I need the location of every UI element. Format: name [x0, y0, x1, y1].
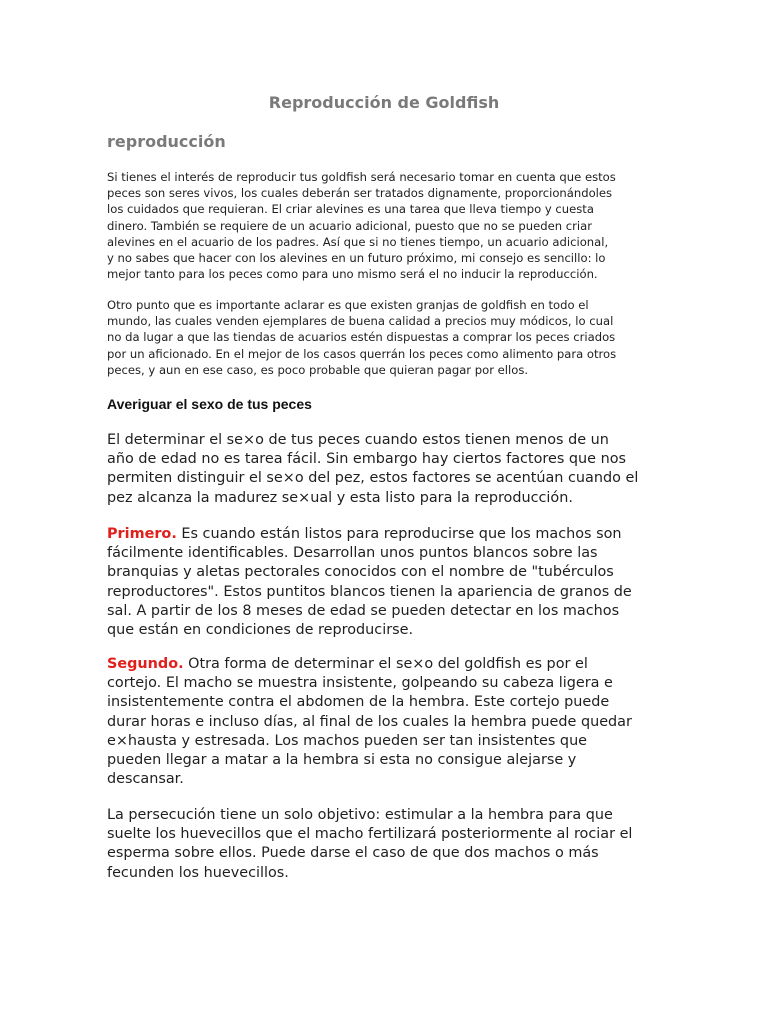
sexing-intro-paragraph [107, 431, 687, 508]
text-line: peces son seres vivos, los cuales deberán ser tratados dignamente, proporcionándoles [107, 186, 613, 201]
text-line: mundo, las cuales venden ejemplares de buena calidad a precios muy módicos, lo cual [107, 314, 614, 329]
lead-label-segundo: Segundo. [107, 656, 184, 672]
text-line: esperma sobre ellos. Puede darse el caso de que dos machos o más [107, 845, 599, 862]
section-subtitle: reproducción [107, 132, 226, 151]
lead-label-primero: Primero. [107, 526, 177, 542]
second-method-paragraph [107, 655, 687, 789]
pursuit-paragraph [107, 806, 687, 883]
text-line: por un aficionado. En el mejor de los casos querrán los peces como alimento para otros [107, 346, 617, 361]
text-line: mejor tanto para los peces como para uno mismo será el no inducir la reproducción. [107, 267, 598, 282]
section-heading: Averiguar el sexo de tus peces [107, 396, 312, 412]
text-line: y no sabes que hacer con los alevines en un futuro próximo, mi consejo es sencillo: lo [107, 251, 606, 266]
text-line: descansar. [107, 771, 184, 788]
text-line: permiten distinguir el se×o del pez, estos factores se acentúan cuando el [107, 470, 639, 487]
text-line: que están en condiciones de reproducirse. [107, 622, 414, 639]
text-line: fácilmente identificables. Desarrollan unos puntos blancos sobre las [107, 545, 598, 562]
text-run: Otra forma de determinar el se×o del goldfish es por el [183, 656, 588, 672]
text-line: dinero. También se requiere de un acuario adicional, puesto que no se pueden criar [107, 218, 593, 233]
text-line: Otro punto que es importante aclarar es que existen granjas de goldfish en todo el [107, 298, 589, 312]
farms-paragraph [107, 297, 667, 378]
text-line: e×hausta y estresada. Los machos pueden ser tan insistentes que [107, 732, 588, 749]
text-line: branquias y aletas pectorales conocidos con el nombre de "tubérculos [107, 564, 614, 581]
text-line: suelte los huevecillos que el macho fertilizará posteriormente al rociar el [107, 826, 633, 843]
text-line: durar horas e incluso días, al final de los cuales la hembra puede quedar [107, 713, 632, 730]
text-line [107, 655, 687, 674]
text-line [107, 525, 687, 544]
text-line: año de edad no es tarea fácil. Sin embargo hay ciertos factores que nos [107, 451, 627, 468]
text-line: reproductores". Estos puntitos blancos tienen la apariencia de granos de [107, 583, 632, 600]
text-line: no da lugar a que las tiendas de acuarios estén dispuestas a comprar los peces criados [107, 330, 616, 345]
page-title: Reproducción de Goldfish [268, 93, 500, 112]
text-line: pez alcanza la madurez se×ual y esta listo para la reproducción. [107, 489, 573, 506]
text-line: alevines en el acuario de los padres. Así que si no tienes tiempo, un acuario adicional, [107, 234, 609, 249]
text-line: El determinar el se×o de tus peces cuando estos tienen menos de un [107, 432, 609, 448]
text-line: La persecución tiene un solo objetivo: estimular a la hembra para que [107, 807, 613, 823]
text-line: fecunden los huevecillos. [107, 864, 289, 881]
text-run: Es cuando están listos para reproducirse que los machos son [176, 526, 622, 542]
text-line: Si tienes el interés de reproducir tus goldfish será necesario tomar en cuenta que estos [107, 170, 616, 184]
text-line: los cuidados que requieran. El criar alevines es una tarea que lleva tiempo y cuesta [107, 202, 594, 217]
first-method-paragraph [107, 525, 687, 640]
text-line: insistentemente contra el abdomen de la hembra. Este cortejo puede [107, 694, 610, 711]
text-line: peces, y aun en ese caso, es poco probable que quieran pagar por ellos. [107, 362, 529, 377]
text-line: pueden llegar a matar a la hembra si esta no consigue alejarse y [107, 752, 577, 769]
text-line: sal. A partir de los 8 meses de edad se pueden detectar en los machos [107, 602, 620, 619]
intro-paragraph [107, 169, 667, 282]
text-line: cortejo. El macho se muestra insistente, golpeando su cabeza ligera e [107, 675, 613, 692]
